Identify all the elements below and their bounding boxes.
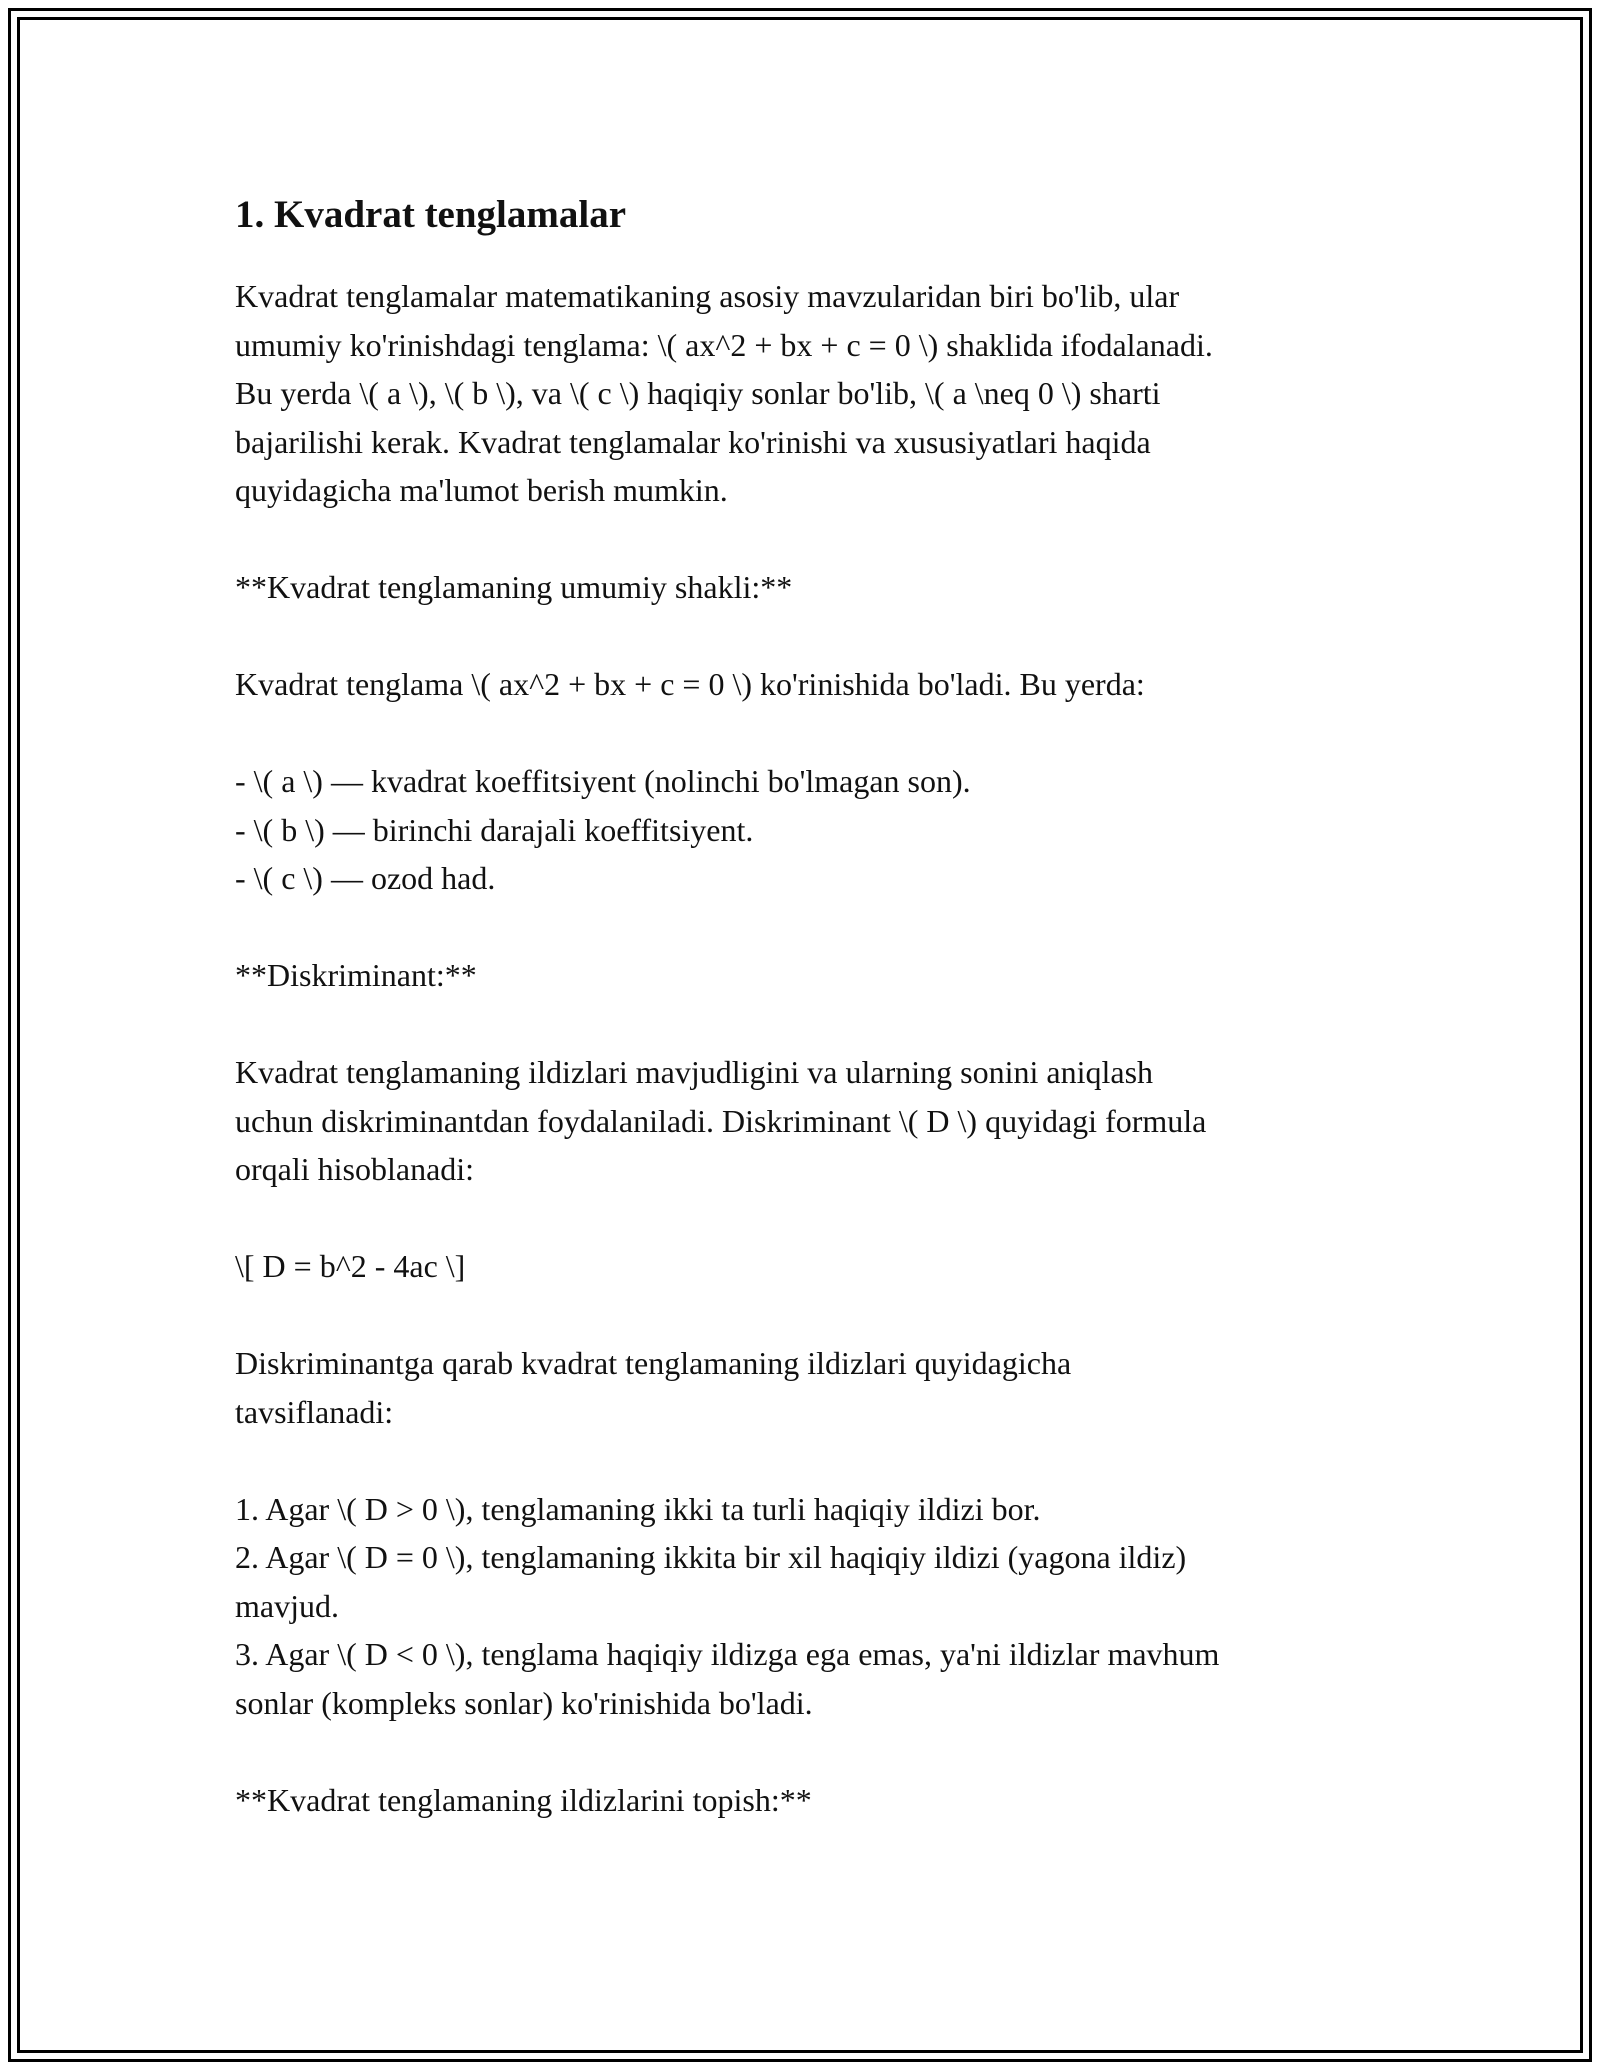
section-heading: 1. Kvadrat tenglamalar xyxy=(235,193,627,236)
document-body-text: Kvadrat tenglamalar matematikaning asosiy mavzularidan biri bo'lib, ular umumiy ko'rinishdagi tenglama: \( ax^2 + bx + c = 0 \) shaklida ifodalanadi. Bu yerda \( a \), \( b \), va \( c \) haqiqiy sonlar bo'lib, \( a \neq 0 \) sharti bajarilishi kerak. Kvadrat tenglamalar ko'rinishi va xususiyatlari haqida quyidagicha ma'lumot berish mumkin. **Kvadrat tenglamaning umumiy shakli:** Kvadrat tenglama \( ax^2 + bx + c = 0 \) ko'rinishida bo'ladi. Bu yerda: - \( a \) — kvadrat koeffitsiyent (nolinchi bo'lmagan son). - \( b \) — birinchi darajali koeffitsiyent. - \( c \) — ozod had. **Diskriminant:** Kvadrat tenglamaning ildizlari mavjudligini va ularning sonini aniqlash uchun diskriminantdan foydalaniladi. Diskriminant \( D \) quyidagi formula orqali hisoblanadi: \[ D = b^2 - 4ac \] Diskriminantga qarab kvadrat tenglamaning ildizlari quyidagicha tavsiflanadi: 1. Agar \( D > 0 \), tenglamaning ikki ta turli haqiqiy ildizi bor. 2. Agar \( D = 0 \), tenglamaning ikkita bir xil haqiqiy ildizi (yagona ildiz) mavjud. 3. Agar \( D < 0 \), tenglama haqiqiy ildizga ega emas, ya'ni ildizlar mavhum sonlar (kompleks sonlar) ko'rinishida bo'ladi. **Kvadrat tenglamaning ildizlarini topish:** xyxy=(235,278,1220,1818)
document-content xyxy=(235,185,1385,1824)
